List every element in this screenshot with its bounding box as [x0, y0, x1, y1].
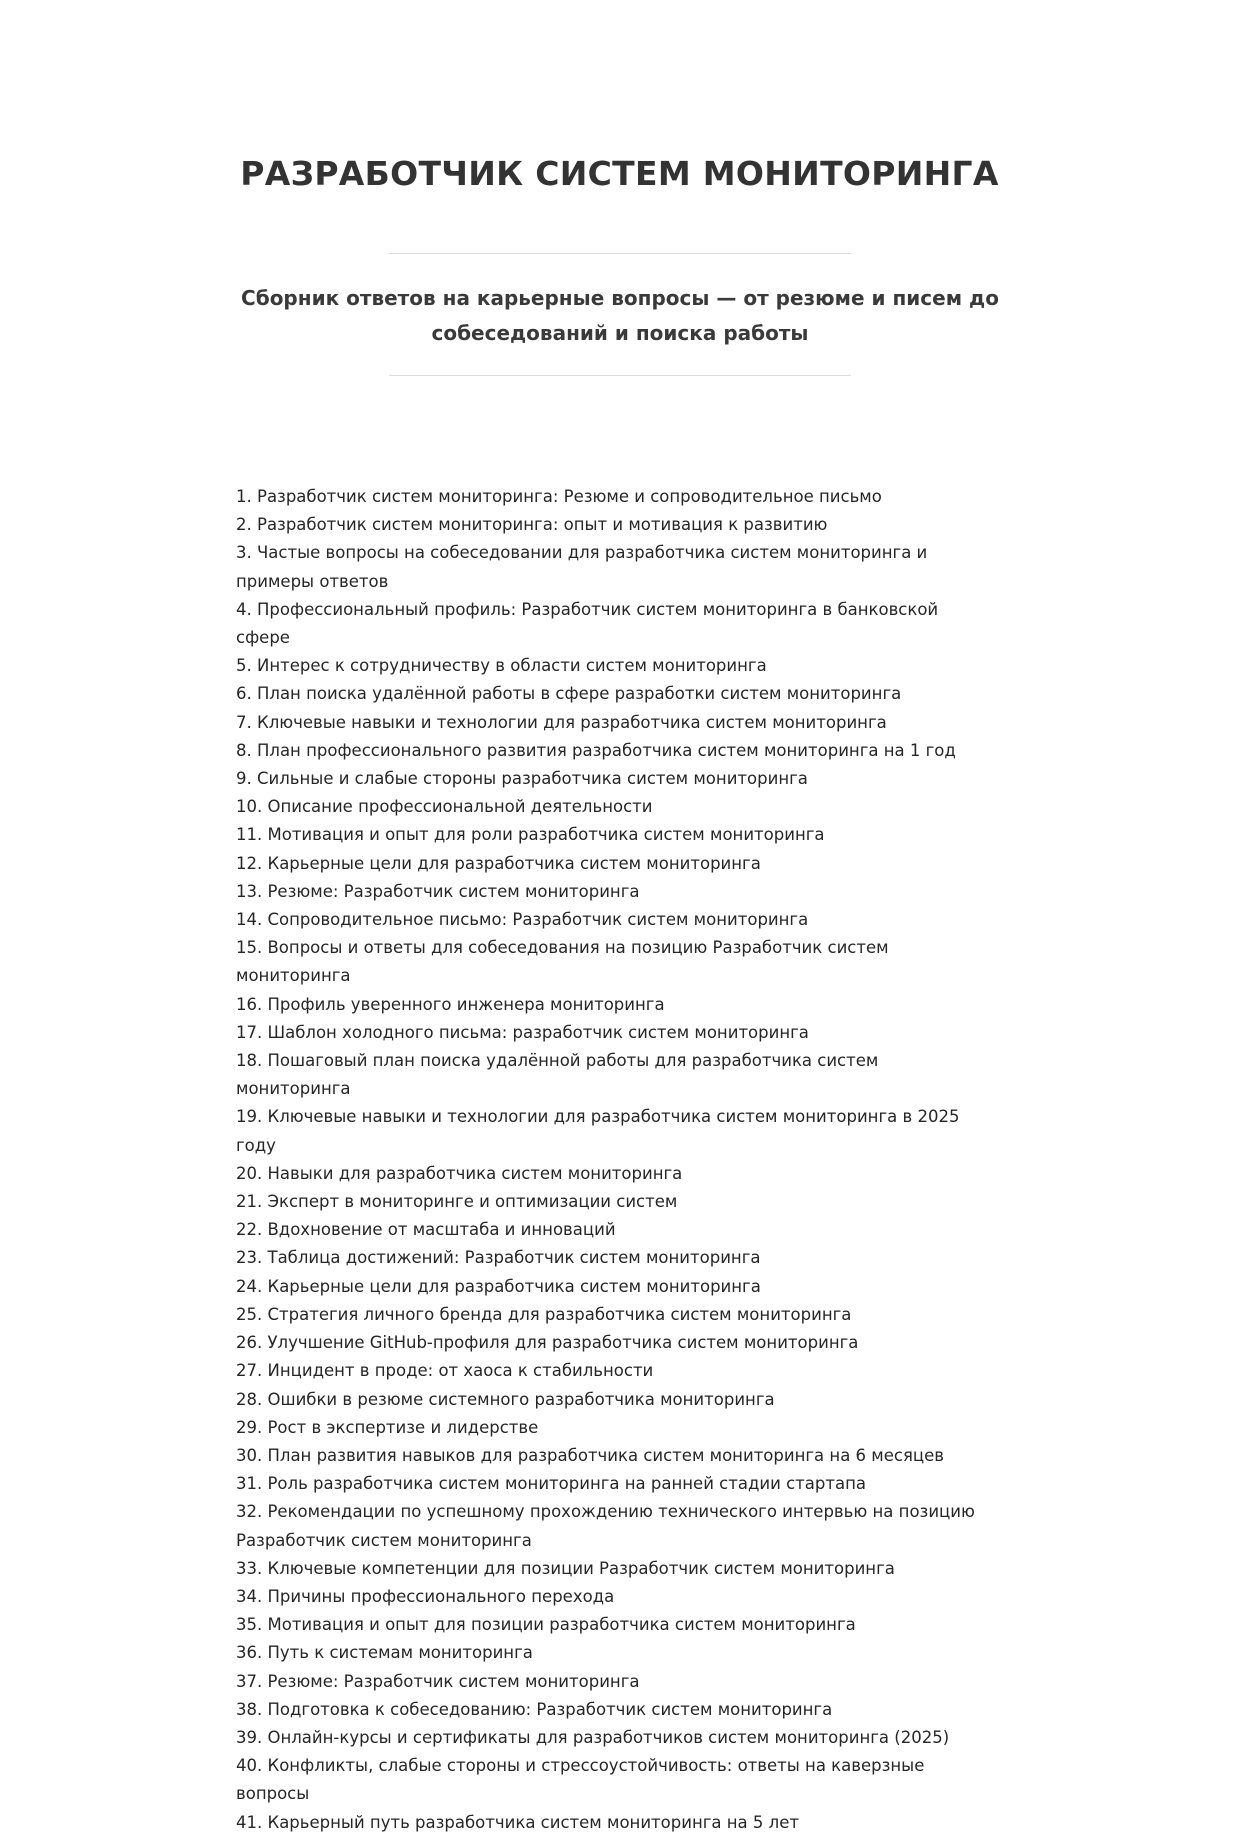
- toc-item: 34. Причины профессионального перехода: [236, 1586, 615, 1606]
- toc-item: 4. Профессиональный профиль: Разработчик систем мониторинга в банковской сфере: [236, 599, 939, 648]
- toc-item: 3. Частые вопросы на собеседовании для разработчика систем мониторинга и примеры ответов: [236, 543, 928, 591]
- bottom-divider: [389, 375, 851, 376]
- toc-item: 15. Вопросы и ответы для собеседования на позицию Разработчик систем мониторинга: [236, 938, 889, 986]
- toc-item: 35. Мотивация и опыт для позиции разработчика систем мониторинга: [236, 1615, 856, 1635]
- toc-item: 10. Описание профессиональной деятельности: [236, 797, 653, 817]
- document-subtitle: Сборник ответов на карьерные вопросы — от резюме и писем до собеседований и поиска работы: [241, 286, 999, 345]
- toc-item: 28. Ошибки в резюме системного разработчика мониторинга: [236, 1389, 775, 1409]
- toc-item: 36. Путь к системам мониторинга: [236, 1643, 533, 1663]
- toc-item: 32. Рекомендации по успешному прохождению технического интервью на позицию Разработчик систем мониторинга: [236, 1502, 975, 1550]
- toc-item: 27. Инцидент в проде: от хаоса к стабильности: [236, 1361, 654, 1381]
- toc-item: 24. Карьерные цели для разработчика систем мониторинга: [236, 1276, 761, 1296]
- toc-item: 16. Профиль уверенного инженера мониторинга: [236, 994, 665, 1014]
- toc-item: 39. Онлайн-курсы и сертификаты для разработчиков систем мониторинга (2025): [236, 1727, 950, 1747]
- toc-item: 25. Стратегия личного бренда для разработчика систем мониторинга: [236, 1304, 852, 1324]
- toc-item: 41. Карьерный путь разработчика систем мониторинга на 5 лет: [236, 1812, 799, 1832]
- toc-item: 12. Карьерные цели для разработчика систем мониторинга: [236, 853, 761, 873]
- table-of-contents: [236, 483, 996, 1837]
- toc-item: 9. Сильные и слабые стороны разработчика систем мониторинга: [236, 769, 808, 789]
- toc-item: 23. Таблица достижений: Разработчик систем мониторинга: [236, 1248, 761, 1268]
- top-divider: [389, 253, 851, 254]
- toc-item: 19. Ключевые навыки и технологии для разработчика систем мониторинга в 2025 году: [236, 1107, 960, 1155]
- toc-item: 18. Пошаговый план поиска удалённой работы для разработчика систем мониторинга: [236, 1051, 879, 1099]
- toc-item: 11. Мотивация и опыт для роли разработчика систем мониторинга: [236, 825, 825, 845]
- toc-item: 40. Конфликты, слабые стороны и стрессоустойчивость: ответы на каверзные вопросы: [236, 1756, 925, 1804]
- toc-item: 37. Резюме: Разработчик систем мониторинга: [236, 1671, 640, 1691]
- toc-item: 2. Разработчик систем мониторинга: опыт и мотивация к развитию: [236, 515, 828, 535]
- toc-item: 14. Сопроводительное письмо: Разработчик систем мониторинга: [236, 910, 809, 930]
- toc-item: 21. Эксперт в мониторинге и оптимизации систем: [236, 1192, 678, 1212]
- toc-item: 5. Интерес к сотрудничеству в области систем мониторинга: [236, 656, 767, 676]
- toc-item: 31. Роль разработчика систем мониторинга на ранней стадии стартапа: [236, 1474, 866, 1494]
- toc-item: 6. План поиска удалённой работы в сфере разработки систем мониторинга: [236, 684, 902, 704]
- toc-item: 22. Вдохновение от масштаба и инноваций: [236, 1220, 616, 1240]
- toc-item: 7. Ключевые навыки и технологии для разработчика систем мониторинга: [236, 712, 887, 732]
- toc-item: 13. Резюме: Разработчик систем мониторинга: [236, 881, 640, 901]
- toc-item: 26. Улучшение GitHub-профиля для разработчика систем мониторинга: [236, 1333, 859, 1353]
- toc-item: 20. Навыки для разработчика систем мониторинга: [236, 1163, 683, 1183]
- toc-item: 30. План развития навыков для разработчика систем мониторинга на 6 месяцев: [236, 1445, 945, 1465]
- toc-item: 38. Подготовка к собеседованию: Разработчик систем мониторинга: [236, 1699, 833, 1719]
- toc-item: 29. Рост в экспертизе и лидерстве: [236, 1417, 539, 1437]
- toc-item: 33. Ключевые компетенции для позиции Разработчик систем мониторинга: [236, 1558, 895, 1578]
- toc-item: 1. Разработчик систем мониторинга: Резюме и сопроводительное письмо: [236, 487, 882, 506]
- toc-item: 17. Шаблон холодного письма: разработчик систем мониторинга: [236, 1022, 809, 1042]
- toc-item: 8. План профессионального развития разработчика систем мониторинга на 1 год: [236, 740, 956, 760]
- document-title: РАЗРАБОТЧИК СИСТЕМ МОНИТОРИНГА: [240, 154, 999, 193]
